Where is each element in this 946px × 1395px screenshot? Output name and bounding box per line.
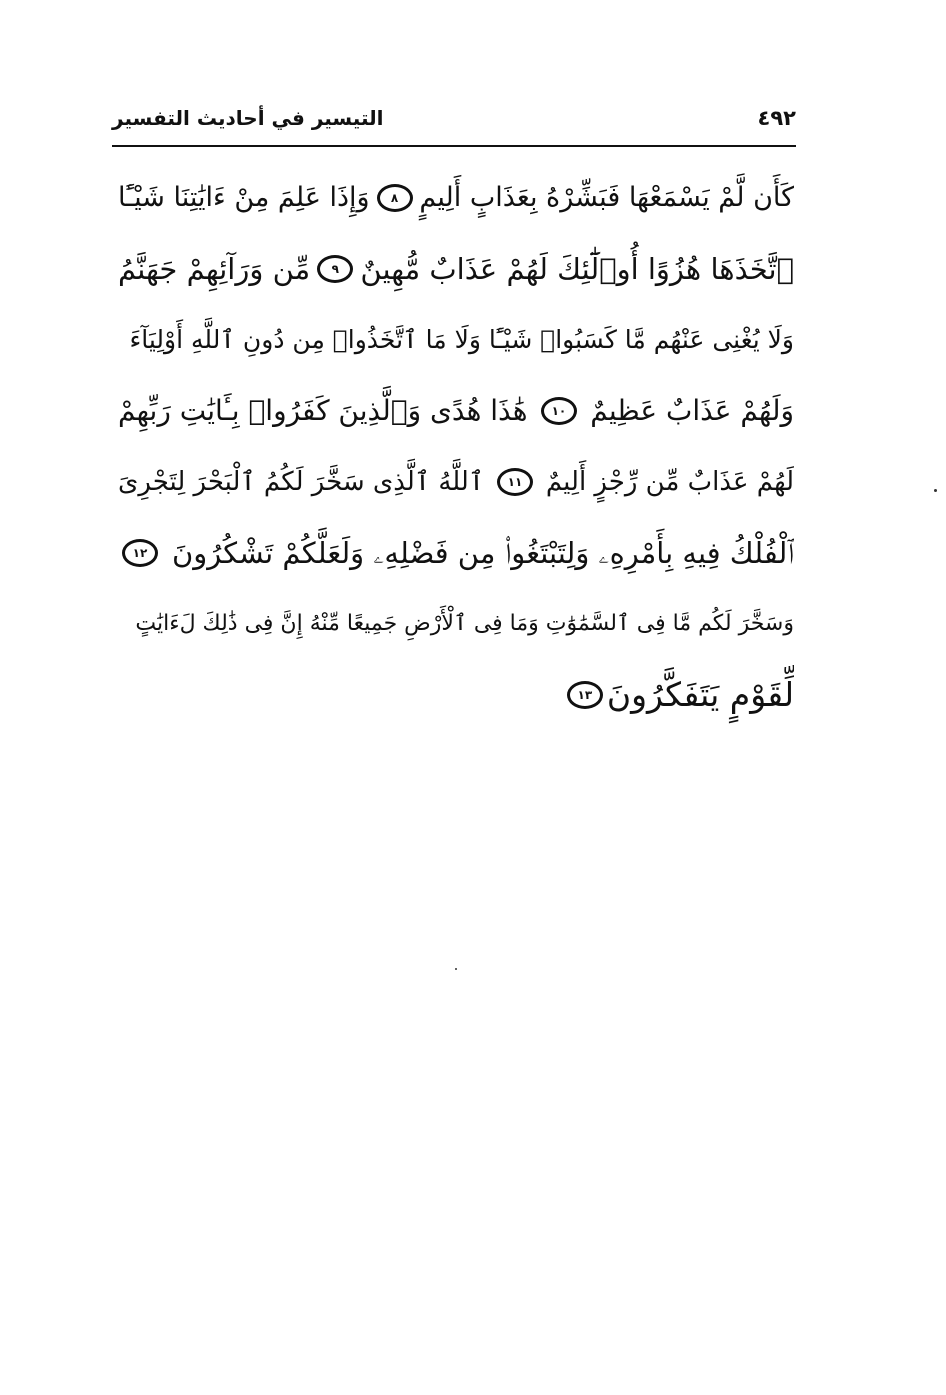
ayah-number-marker: ٩ [317,255,353,283]
page-header [112,104,796,140]
verse-line [118,375,794,446]
verse-text: ٱلْفُلْكُ فِيهِ بِأَمْرِهِۦ وَلِتَبْتَغُوا۟ مِن فَضْلِهِۦ وَلَعَلَّكُمْ تَشْكُرُونَ [171,535,794,570]
verse-line [118,233,794,304]
ayah-number-marker: ١٣ [567,681,603,709]
ayah-number-marker: ٨ [377,184,413,212]
verse-text: وَسَخَّرَ لَكُم مَّا فِى ٱلسَّمَٰوَٰتِ وَمَا فِى ٱلْأَرْضِ جَمِيعًا مِّنْهُ إِنَّ فِى ذَٰلِكَ لَءَايَٰتٍ [135,610,794,636]
verse-text: ٱتَّخَذَهَا هُزُوًا أُو۟لَٰٓئِكَ لَهُمْ عَذَابٌ مُّهِينٌ [360,251,794,286]
verse-block [118,162,794,730]
page-number: ٤٩٢ [757,106,796,130]
verse-text: لَهُمْ عَذَابٌ مِّن رِّجْزٍ أَلِيمٌ [545,466,794,497]
verse-text: وَإِذَا عَلِمَ مِنْ ءَايَٰتِنَا شَيْـًٔا [118,181,370,213]
verse-text: وَلَا يُغْنِى عَنْهُم مَّا كَسَبُوا۟ شَيْـًٔا وَلَا مَا ٱتَّخَذُوا۟ مِن دُونِ ٱللَّهِ أَوْلِيَآءَ [129,324,794,354]
verse-text: وَلَهُمْ عَذَابٌ عَظِيمٌ [590,393,794,427]
ayah-number-marker: ١١ [497,468,533,496]
verse-line [118,304,794,375]
verse-line [118,446,794,517]
verse-line [118,588,794,659]
verse-text: كَأَن لَّمْ يَسْمَعْهَا فَبَشِّرْهُ بِعَذَابٍ أَلِيمٍ [419,181,794,213]
ayah-number-marker: ١٢ [122,539,158,567]
verse-line [118,659,794,730]
verse-text: هَٰذَا هُدًى وَٱلَّذِينَ كَفَرُوا۟ بِـَٔايَٰتِ رَبِّهِمْ [118,393,528,427]
header-rule [112,145,796,147]
verse-line [118,162,794,233]
print-speck [934,489,937,492]
verse-line [118,517,794,588]
running-title: التيسير في أحاديث التفسير [112,106,384,130]
ayah-number-marker: ١٠ [541,397,577,425]
verse-text: لِّقَوْمٍ يَتَفَكَّرُونَ [606,674,794,714]
verse-text: ٱللَّهُ ٱلَّذِى سَخَّرَ لَكُمُ ٱلْبَحْرَ لِتَجْرِىَ [118,466,485,497]
verse-text: مِّن وَرَآئِهِمْ جَهَنَّمُ [118,251,311,286]
print-speck [455,968,457,970]
